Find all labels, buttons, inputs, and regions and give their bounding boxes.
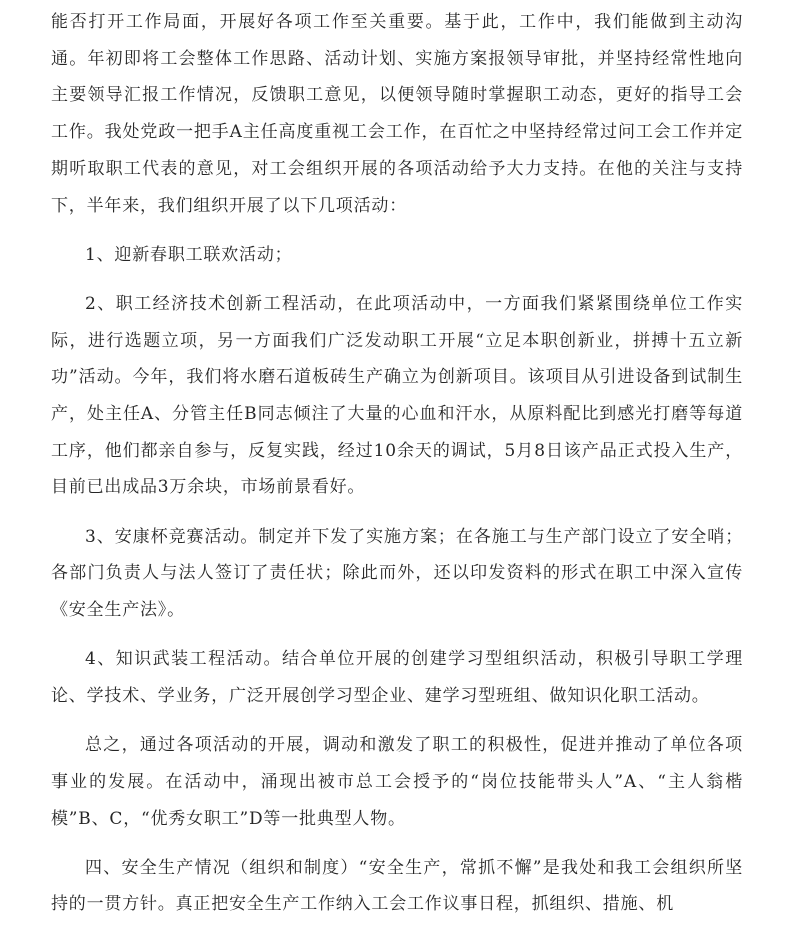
paragraph-activity-1-spring-festival: 1、迎新春职工联欢活动； xyxy=(85,244,293,265)
paragraph-activity-2-innovation: 2、职工经济技术创新工程活动，在此项活动中，一方面我们紧紧围绕单位工作实际，进行选题立项，另一方面我们广泛发动职工开展“立足本职创新业，拼搏十五立新功”活动。今年，我们将水磨石道板砖生产确立为创新项目。该项目从引进设备到试制生产，处主任A、分管主任B同志倾注了大量的心血和汗水，从原料配比到感光打磨等每道工序，他们都亲自参与，反复实践，经过10余天的调试，5月8日该产品正式投入生产，目前已出成品3万余块，市场前景看好。 xyxy=(51,293,743,498)
paragraph-activity-4-knowledge: 4、知识武装工程活动。结合单位开展的创建学习型组织活动，积极引导职工学理论、学技术、学业务，广泛开展创学习型企业、建学习型班组、做知识化职工活动。 xyxy=(51,649,743,706)
paragraph-summary: 总之，通过各项活动的开展，调动和激发了职工的积极性，促进并推动了单位各项事业的发展。在活动中，涌现出被市总工会授予的“岗位技能带头人”A、“主人翁楷模”B、C，“优秀女职工”D等一批典型人物。 xyxy=(51,735,743,829)
paragraph-section-4-safety: 四、安全生产情况（组织和制度）“安全生产，常抓不懈”是我处和我工会组织所坚持的一贯方针。真正把安全生产工作纳入工会工作议事日程，抓组织、措施、机 xyxy=(51,857,743,915)
paragraph-activity-3-ankang-cup: 3、安康杯竞赛活动。制定并下发了实施方案；在各施工与生产部门设立了安全哨；各部门负责人与法人签订了责任状；除此而外，还以印发资料的形式在职工中深入宣传《安全生产法》。 xyxy=(51,526,743,621)
paragraph-work-communication: 能否打开工作局面，开展好各项工作至关重要。基于此，工作中，我们能做到主动沟通。年初即将工会整体工作思路、活动计划、实施方案报领导审批，并坚持经常性地向主要领导汇报工作情况，反馈职工意见，以便领导随时掌握职工动态，更好的指导工会工作。我处党政一把手A主任高度重视工会工作，在百忙之中坚持经常过问工会工作并定期听取职工代表的意见，对工会组织开展的各项活动给予大力支持。在他的关注与支持下，半年来，我们组织开展了以下几项活动： xyxy=(51,12,743,216)
